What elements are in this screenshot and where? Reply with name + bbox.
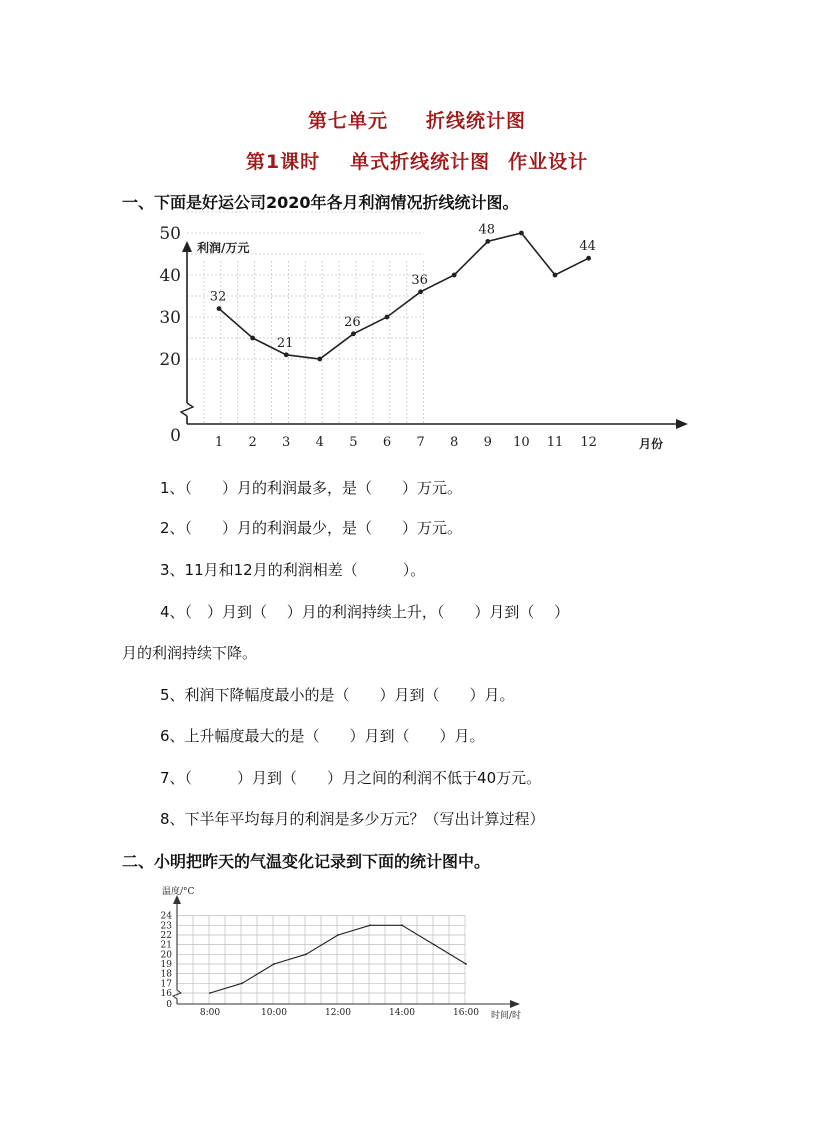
question-2: 2、（ ）月的利润最少，是（ ）万元。 xyxy=(160,519,463,537)
question-4: 4、（ ）月到（ ）月的利润持续上升，（ ）月到（ ） xyxy=(160,603,570,621)
x-tick-label: 8:00 xyxy=(199,1008,221,1018)
x-axis-arrow xyxy=(510,1000,520,1008)
temperature-chart-xlabel: 时间/时 xyxy=(491,1011,522,1021)
y-tick-label: 0 xyxy=(166,1000,172,1010)
x-tick-label: 7 xyxy=(416,435,425,450)
profit-point xyxy=(217,306,222,311)
y-tick-label: 30 xyxy=(159,308,181,328)
question-5: 5、利润下降幅度最小的是（ ）月到（ ）月。 xyxy=(160,686,515,704)
temperature-point xyxy=(369,924,371,926)
lesson-title xyxy=(20,147,814,174)
data-label: 26 xyxy=(344,314,361,330)
temperature-chart-x-ticks xyxy=(200,1008,479,1018)
x-tick-label: 4 xyxy=(315,435,324,450)
x-tick-label: 2 xyxy=(248,435,257,450)
y-tick-label: 23 xyxy=(160,921,172,932)
section-1-heading: 一、下面是好运公司2020年各月利润情况折线统计图。 xyxy=(122,193,519,212)
x-tick-label: 8 xyxy=(450,435,459,450)
temperature-chart-grid xyxy=(177,915,465,1004)
x-tick-label: 3 xyxy=(282,435,291,450)
profit-chart-y-ticks xyxy=(159,224,181,446)
temperature-chart-y-ticks xyxy=(161,912,173,1010)
unit-name: 折线统计图 xyxy=(426,110,527,132)
data-label: 32 xyxy=(209,289,227,305)
x-tick-label: 12:00 xyxy=(325,1008,351,1018)
temperature-point xyxy=(273,963,275,965)
y-tick-label: 17 xyxy=(160,979,172,990)
unit-number: 第七单元 xyxy=(307,110,388,132)
y-tick-label: 21 xyxy=(160,940,172,951)
y-axis-arrow xyxy=(182,241,192,252)
x-tick-label: 10:00 xyxy=(261,1008,287,1018)
y-tick-label: 24 xyxy=(160,911,172,922)
question-3: 3、11月和12月的利润相差（ ）。 xyxy=(160,561,426,579)
profit-line-chart xyxy=(159,222,700,456)
x-tick-label: 10 xyxy=(513,435,530,450)
profit-point xyxy=(418,289,423,294)
profit-point xyxy=(586,256,591,261)
x-tick-label: 9 xyxy=(483,435,492,450)
temperature-line-chart xyxy=(150,882,550,1022)
profit-point xyxy=(250,336,255,341)
profit-point xyxy=(519,231,524,236)
temperature-point xyxy=(433,944,435,946)
data-label: 21 xyxy=(276,335,294,351)
question-6: 6、上升幅度最大的是（ ）月到（ ）月。 xyxy=(160,727,485,745)
unit-title xyxy=(20,106,814,133)
profit-data-labels xyxy=(210,222,596,350)
lesson-suffix: 作业设计 xyxy=(508,151,589,173)
profit-point xyxy=(452,273,457,278)
lesson-number: 第1课时 xyxy=(245,151,321,173)
y-tick-label: 50 xyxy=(159,224,181,244)
temperature-point xyxy=(337,934,339,936)
data-label: 48 xyxy=(478,222,496,238)
x-tick-label: 16:00 xyxy=(453,1008,479,1018)
x-tick-label: 14:00 xyxy=(389,1008,415,1018)
y-tick-label: 22 xyxy=(160,930,172,941)
profit-point xyxy=(485,239,490,244)
temperature-chart-ylabel: 温度/°C xyxy=(162,887,195,897)
profit-point xyxy=(351,331,356,336)
profit-point xyxy=(317,357,322,362)
y-tick-label: 20 xyxy=(159,350,181,370)
profit-point xyxy=(553,273,558,278)
section-2-heading: 二、小明把昨天的气温变化记录到下面的统计图中。 xyxy=(122,852,491,871)
question-4-continuation: 月的利润持续下降。 xyxy=(122,644,258,662)
y-tick-label: 40 xyxy=(159,266,181,286)
lesson-name: 单式折线统计图 xyxy=(350,151,491,173)
temperature-point xyxy=(401,924,403,926)
question-7: 7、（ ）月到（ ）月之间的利润不低于40万元。 xyxy=(160,769,542,787)
y-tick-label: 0 xyxy=(170,426,181,446)
x-tick-label: 5 xyxy=(349,435,358,450)
x-tick-label: 11 xyxy=(546,435,564,450)
x-axis-arrow xyxy=(676,419,688,429)
question-8: 8、下半年平均每月的利润是多少万元？（写出计算过程） xyxy=(160,810,545,828)
x-tick-label: 12 xyxy=(580,435,597,450)
y-tick-label: 16 xyxy=(160,989,172,999)
profit-point xyxy=(284,352,289,357)
y-tick-label: 18 xyxy=(160,969,172,980)
question-1: 1、（ ）月的利润最多，是（ ）万元。 xyxy=(160,479,463,497)
profit-chart-x-ticks xyxy=(215,435,597,450)
x-tick-label: 1 xyxy=(214,435,224,450)
data-label: 36 xyxy=(411,272,428,288)
profit-chart-xlabel: 月份 xyxy=(639,437,664,451)
profit-chart-ylabel: 利润/万元 xyxy=(197,241,250,255)
temperature-point xyxy=(465,963,467,965)
temperature-point xyxy=(241,982,243,984)
profit-chart-axes xyxy=(181,241,688,429)
y-tick-label: 19 xyxy=(160,959,172,970)
temperature-point xyxy=(209,992,211,994)
temperature-point xyxy=(305,953,307,955)
data-label: 44 xyxy=(579,239,596,255)
profit-point xyxy=(385,315,390,320)
x-tick-label: 6 xyxy=(382,435,392,450)
y-tick-label: 20 xyxy=(160,950,172,961)
